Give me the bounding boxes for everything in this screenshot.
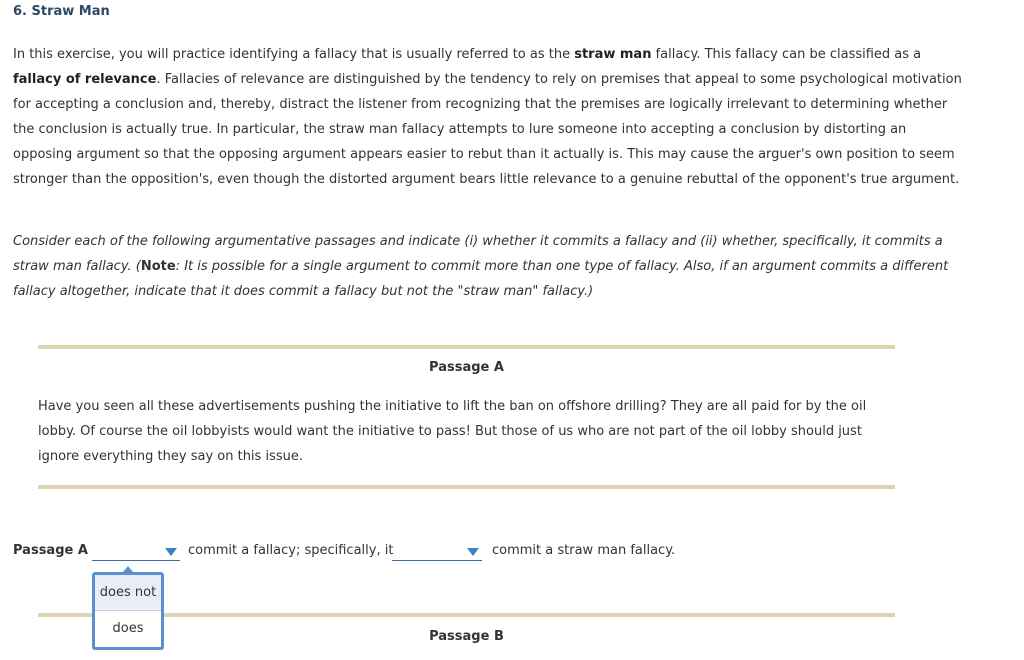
answer-row-middle-text: commit a fallacy; specifically, it bbox=[188, 543, 394, 558]
passage-a-top-rule bbox=[38, 345, 895, 349]
passage-a-bottom-rule bbox=[38, 485, 895, 489]
passage-b-top-rule bbox=[38, 613, 895, 617]
menu-pointer-icon bbox=[122, 566, 134, 573]
passage-a-title: Passage A bbox=[429, 360, 504, 375]
answer-row-label: Passage A bbox=[13, 543, 88, 558]
intro-text-2: fallacy. This fallacy can be classified as a bbox=[651, 47, 922, 62]
passage-a-text: Have you seen all these advertisements pushing the initiative to lift the ban on offshore drilling? They are all paid for by the oil lobby. Of course the oil lobbyists would want the initiative to pass! But those of us who are not part of the oil lobby should just ignore everything they say on this issue. bbox=[38, 399, 867, 464]
intro-bold-straw-man: straw man bbox=[574, 47, 652, 62]
fallacy-dropdown[interactable] bbox=[92, 543, 180, 561]
instructions-paragraph bbox=[13, 229, 963, 304]
intro-paragraph bbox=[13, 42, 963, 192]
instructions-text-1: Consider each of the following argumentative passages and indicate (i) whether it commits a fallacy and (ii) whether, specifically, it commits a straw man fallacy. ( bbox=[13, 234, 943, 274]
chevron-down-icon bbox=[467, 548, 479, 556]
intro-text-1: In this exercise, you will practice identifying a fallacy that is usually referred to as the bbox=[13, 47, 575, 62]
fallacy-dropdown-menu bbox=[92, 572, 164, 650]
passage-b-title: Passage B bbox=[429, 629, 504, 644]
chevron-down-icon bbox=[165, 548, 177, 556]
intro-bold-fallacy-of-relevance: fallacy of relevance bbox=[13, 72, 157, 87]
dropdown-option-does-not[interactable]: does not bbox=[95, 575, 161, 611]
exercise-title: 6. Straw Man bbox=[13, 4, 110, 19]
straw-man-dropdown[interactable] bbox=[392, 543, 482, 561]
instructions-note-label: Note bbox=[140, 259, 176, 274]
intro-text-3: . Fallacies of relevance are distinguished by the tendency to rely on premises that appeal to some psychological motivation for accepting a conclusion and, thereby, distract the listener from recognizing that the premises are logically irrelevant to determining whether the conclusion is actually true. In particular, the straw man fallacy attempts to lure someone into accepting a conclusion by distorting an opposing argument so that the opposing argument appears easier to rebut than it actually is. This may cause the arguer's own position to seem stronger than the opposition's, even though the distorted argument bears little relevance to a genuine rebuttal of the opponent's true argument. bbox=[13, 72, 962, 187]
dropdown-option-does[interactable]: does bbox=[112, 621, 144, 636]
answer-row-end-text: commit a straw man fallacy. bbox=[492, 543, 676, 558]
instructions-text-2: : It is possible for a single argument to commit more than one type of fallacy. Also, if an argument commits a different fallacy altogether, indicate that it does commit a fallacy but not the "straw man" fallacy.) bbox=[13, 259, 949, 299]
